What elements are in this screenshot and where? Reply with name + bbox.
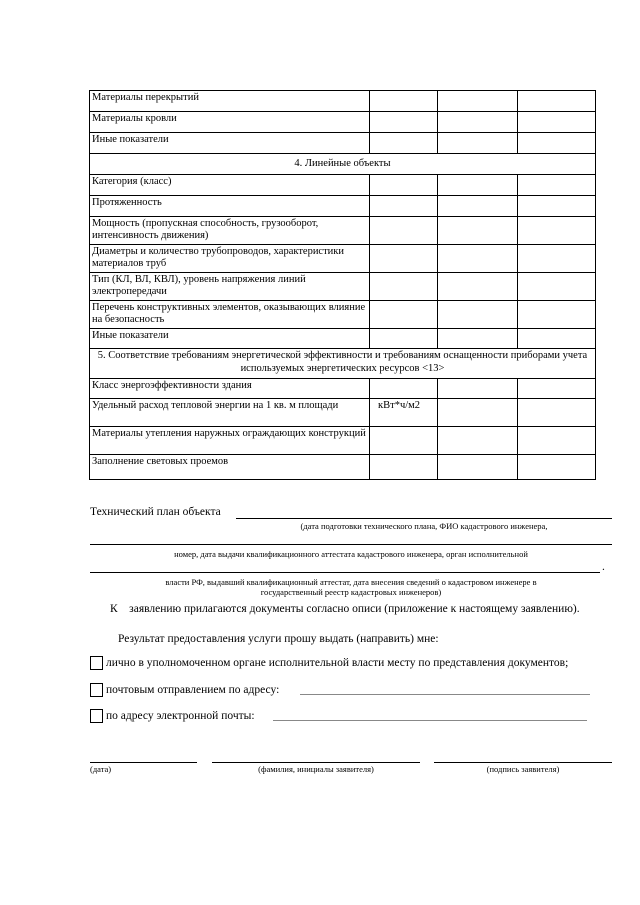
table-row (90, 91, 596, 112)
value-cell[interactable] (518, 427, 596, 455)
value-cell[interactable] (518, 217, 596, 245)
value-cell[interactable] (438, 379, 518, 399)
value-cell[interactable] (438, 301, 518, 329)
unit-cell[interactable] (370, 196, 438, 217)
value-cell[interactable] (438, 329, 518, 349)
unit-cell[interactable]: кВт*ч/м2 (370, 399, 438, 427)
section-header-row (90, 349, 596, 379)
section-title: 4. Линейные объекты (90, 154, 596, 175)
option-email-checkbox[interactable] (90, 709, 103, 723)
techplan-hint-2: номер, дата выдачи квалификационного аттестата кадастрового инженера, орган исполнительной (174, 549, 528, 559)
value-cell[interactable] (518, 379, 596, 399)
table-row (90, 196, 596, 217)
table-row (90, 273, 596, 301)
unit-cell[interactable] (370, 217, 438, 245)
row-label: Диаметры и количество трубопроводов, характеристики материалов труб (90, 245, 370, 273)
postal-address-line[interactable] (300, 694, 590, 695)
unit-cell[interactable] (370, 273, 438, 301)
email-address-line[interactable] (273, 720, 587, 721)
row-label: Перечень конструктивных элементов, оказывающих влияние на безопасность (90, 301, 370, 329)
value-cell[interactable] (518, 91, 596, 112)
row-label: Класс энергоэффективности здания (90, 379, 370, 399)
table-row (90, 175, 596, 196)
value-cell[interactable] (438, 245, 518, 273)
date-line[interactable] (90, 762, 197, 763)
value-cell[interactable] (438, 399, 518, 427)
techplan-input-line-2[interactable] (90, 544, 612, 545)
unit-cell[interactable] (370, 91, 438, 112)
value-cell[interactable] (518, 301, 596, 329)
name-line[interactable] (212, 762, 420, 763)
unit-cell[interactable] (370, 301, 438, 329)
value-cell[interactable] (438, 175, 518, 196)
value-cell[interactable] (518, 329, 596, 349)
table-row (90, 112, 596, 133)
value-cell[interactable] (438, 217, 518, 245)
attachments-paragraph (90, 603, 612, 616)
table-row (90, 245, 596, 273)
row-label: Протяженность (90, 196, 370, 217)
table-row (90, 301, 596, 329)
option-postal-label: почтовым отправлением по адресу: (106, 684, 280, 696)
unit-cell[interactable] (370, 133, 438, 154)
unit-cell[interactable] (370, 245, 438, 273)
object-characteristics-table (89, 90, 596, 480)
table-row (90, 133, 596, 154)
table-row (90, 399, 596, 427)
option-postal-checkbox[interactable] (90, 683, 103, 697)
value-cell[interactable] (518, 245, 596, 273)
unit-cell[interactable] (370, 112, 438, 133)
row-label: Удельный расход тепловой энергии на 1 кв. м площади (90, 399, 370, 427)
attachments-indent-word: К (110, 603, 118, 615)
table-row (90, 427, 596, 455)
value-cell[interactable] (518, 196, 596, 217)
section-header-row (90, 154, 596, 175)
option-in-person-label: лично в уполномоченном органе исполнительной власти месту по представления документов; (106, 657, 569, 669)
unit-cell[interactable] (370, 175, 438, 196)
date-hint: (дата) (90, 764, 112, 774)
section-title: 5. Соответствие требованиям энергетической эффективности и требованиям оснащенности приборами учета используемых энергетических ресурсов <13> (90, 349, 596, 379)
value-cell[interactable] (438, 455, 518, 480)
option-email-label: по адресу электронной почты: (106, 710, 255, 722)
row-label: Материалы кровли (90, 112, 370, 133)
unit-cell[interactable] (370, 455, 438, 480)
option-in-person-checkbox[interactable] (90, 656, 103, 670)
row-label: Материалы утепления наружных ограждающих конструкций (90, 427, 370, 455)
value-cell[interactable] (438, 196, 518, 217)
value-cell[interactable] (438, 112, 518, 133)
value-cell[interactable] (518, 273, 596, 301)
unit-cell[interactable] (370, 379, 438, 399)
row-label: Категория (класс) (90, 175, 370, 196)
techplan-input-line-3[interactable] (90, 572, 600, 573)
unit-cell[interactable] (370, 329, 438, 349)
value-cell[interactable] (518, 399, 596, 427)
table-row (90, 379, 596, 399)
techplan-dot: . (602, 561, 605, 573)
name-hint: (фамилия, инициалы заявителя) (258, 764, 374, 774)
row-label: Мощность (пропускная способность, грузооборот, интенсивность движения) (90, 217, 370, 245)
row-label: Заполнение световых проемов (90, 455, 370, 480)
table-row (90, 329, 596, 349)
row-label: Тип (КЛ, ВЛ, КВЛ), уровень напряжения линий электропередачи (90, 273, 370, 301)
signature-hint: (подпись заявителя) (486, 764, 560, 774)
techplan-hint-4: государственный реестр кадастровых инженеров) (260, 587, 442, 597)
result-heading: Результат предоставления услуги прошу выдать (направить) мне: (118, 633, 439, 645)
signature-line[interactable] (434, 762, 612, 763)
row-label: Иные показатели (90, 329, 370, 349)
value-cell[interactable] (438, 427, 518, 455)
techplan-hint-1: (дата подготовки технического плана, ФИО кадастрового инженера, (300, 521, 548, 531)
row-label: Материалы перекрытий (90, 91, 370, 112)
value-cell[interactable] (518, 455, 596, 480)
table-row (90, 455, 596, 480)
techplan-hint-3: власти РФ, выдавший квалификационный аттестат, дата внесения сведений о кадастровом инженере в (165, 577, 537, 587)
techplan-input-line-1[interactable] (236, 518, 612, 519)
row-label: Иные показатели (90, 133, 370, 154)
value-cell[interactable] (438, 91, 518, 112)
attachments-text: заявлению прилагаются документы согласно описи (приложение к настоящему заявлению). (129, 603, 580, 615)
value-cell[interactable] (438, 133, 518, 154)
value-cell[interactable] (518, 175, 596, 196)
unit-cell[interactable] (370, 427, 438, 455)
table-row (90, 217, 596, 245)
value-cell[interactable] (518, 133, 596, 154)
value-cell[interactable] (438, 273, 518, 301)
techplan-label: Технический план объекта (90, 506, 221, 518)
value-cell[interactable] (518, 112, 596, 133)
